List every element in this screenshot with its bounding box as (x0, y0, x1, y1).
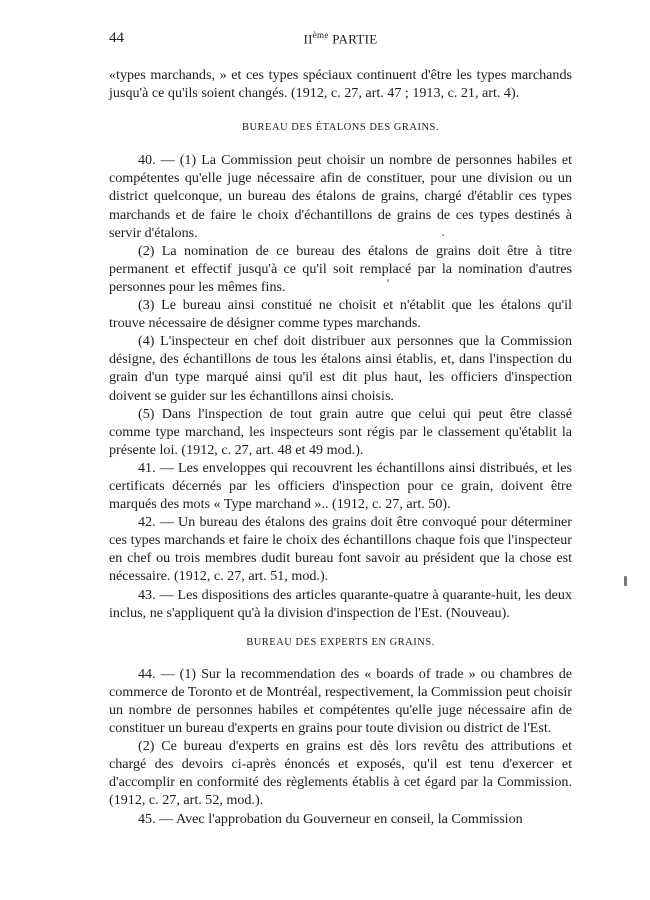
article-42: 42. — Un bureau des étalons des grains doit être convoqué pour déterminer ces types marchands et faire le choix des échantillons chaque fois que l'inspecteur en chef ou trois membres dudit bureau font savoir au président que la chose est nécessaire. (1912, c. 27, art. 51, mod.). (109, 514, 572, 585)
article-43: 43. — Les dispositions des articles quarante-quatre à quarante-huit, les deux inclus, ne s'appliquent qu'à la division d'inspection de l'Est. (Nouveau). (109, 586, 572, 621)
running-head-sup: ème (312, 30, 329, 40)
scan-speck (442, 234, 444, 236)
section-heading-etalons: BUREAU DES ÉTALONS DES GRAINS. (241, 122, 440, 134)
article-41: 41. — Les enveloppes qui recouvrent les échantillons ainsi distribués, et les certificats décernés par les officiers d'inspection pour ce grain, doivent être marqués des mots « Type marchand ».. (1912, c. 27, art. 50). (109, 459, 572, 513)
section-heading-experts: BUREAU DES EXPERTS EN GRAINS. (246, 636, 435, 648)
running-head (109, 30, 572, 47)
article-40-5: (5) Dans l'inspection de tout grain autre que celui qui peut être classé comme type marchand, les inspecteurs sont régis par le classement qu'établit la présente loi. (1912, c. 27, art. 48 et 49 mod.). (109, 405, 572, 458)
article-40-1: 40. — (1) La Commission peut choisir un nombre de personnes habiles et compétentes qu'elle juge nécessaire afin de constituer, pour une division ou un district quelconque, un bureau des étalons de grains, chargé d'établir ces types marchands et de faire le choix d'échantillons de grains de ces types destinés à servir d'étalons. (109, 152, 572, 241)
page-header (109, 30, 572, 52)
article-40-2: (2) La nomination de ce bureau des étalons de grains doit être à titre permanent et effectif jusqu'à ce qu'il soit remplacé par la nomination d'autres personnes pour les mêmes fins. (109, 242, 572, 295)
body-text (109, 66, 572, 828)
scan-speck (387, 279, 389, 282)
article-44-1: 44. — (1) Sur la recommendation des « boards of trade » ou chambres de commerce de Toronto et de Montréal, respectivement, la Commission peut choisir un nombre de personnes habiles et compétentes qu'elle juge nécessaire afin de constituer un bureau d'experts en grains pour toute division ou district de l'Est. (109, 665, 572, 737)
running-head-prefix: II (303, 31, 313, 47)
article-40-4: (4) L'inspecteur en chef doit distribuer aux personnes que la Commission désigne, des échantillons de tous les étalons ainsi établis, et, dans l'inspection du grain d'un type marqué ainsi qu'il est dit plus haut, les officiers d'inspection doivent se guider sur les échantillons ainsi choisis. (109, 333, 572, 404)
article-40-3: (3) Le bureau ainsi constitué ne choisit et n'établit que les étalons qu'il trouve nécessaire de désigner comme types marchands. (109, 297, 572, 332)
article-44-2: (2) Ce bureau d'experts en grains est dès lors revêtu des attributions et chargé des devoirs ci-après énoncés et exposés, qu'il est tenu d'exercer et d'accomplir en conformité des règlements établis à cet égard par la Commission. (1912, c. 27, art. 52, mod.). (109, 738, 572, 809)
paragraph-continuation: «types marchands, » et ces types spéciaux continuent d'être les types marchands jusqu'à ce qu'ils soient changés. (1912, c. 27, art. 47 ; 1913, c. 21, art. 4). (109, 67, 572, 102)
page-number: 44 (109, 30, 124, 46)
running-head-word: PARTIE (332, 31, 378, 47)
scan-speck (624, 576, 627, 586)
article-45: 45. — Avec l'approbation du Gouverneur en conseil, la Commission (138, 810, 523, 827)
